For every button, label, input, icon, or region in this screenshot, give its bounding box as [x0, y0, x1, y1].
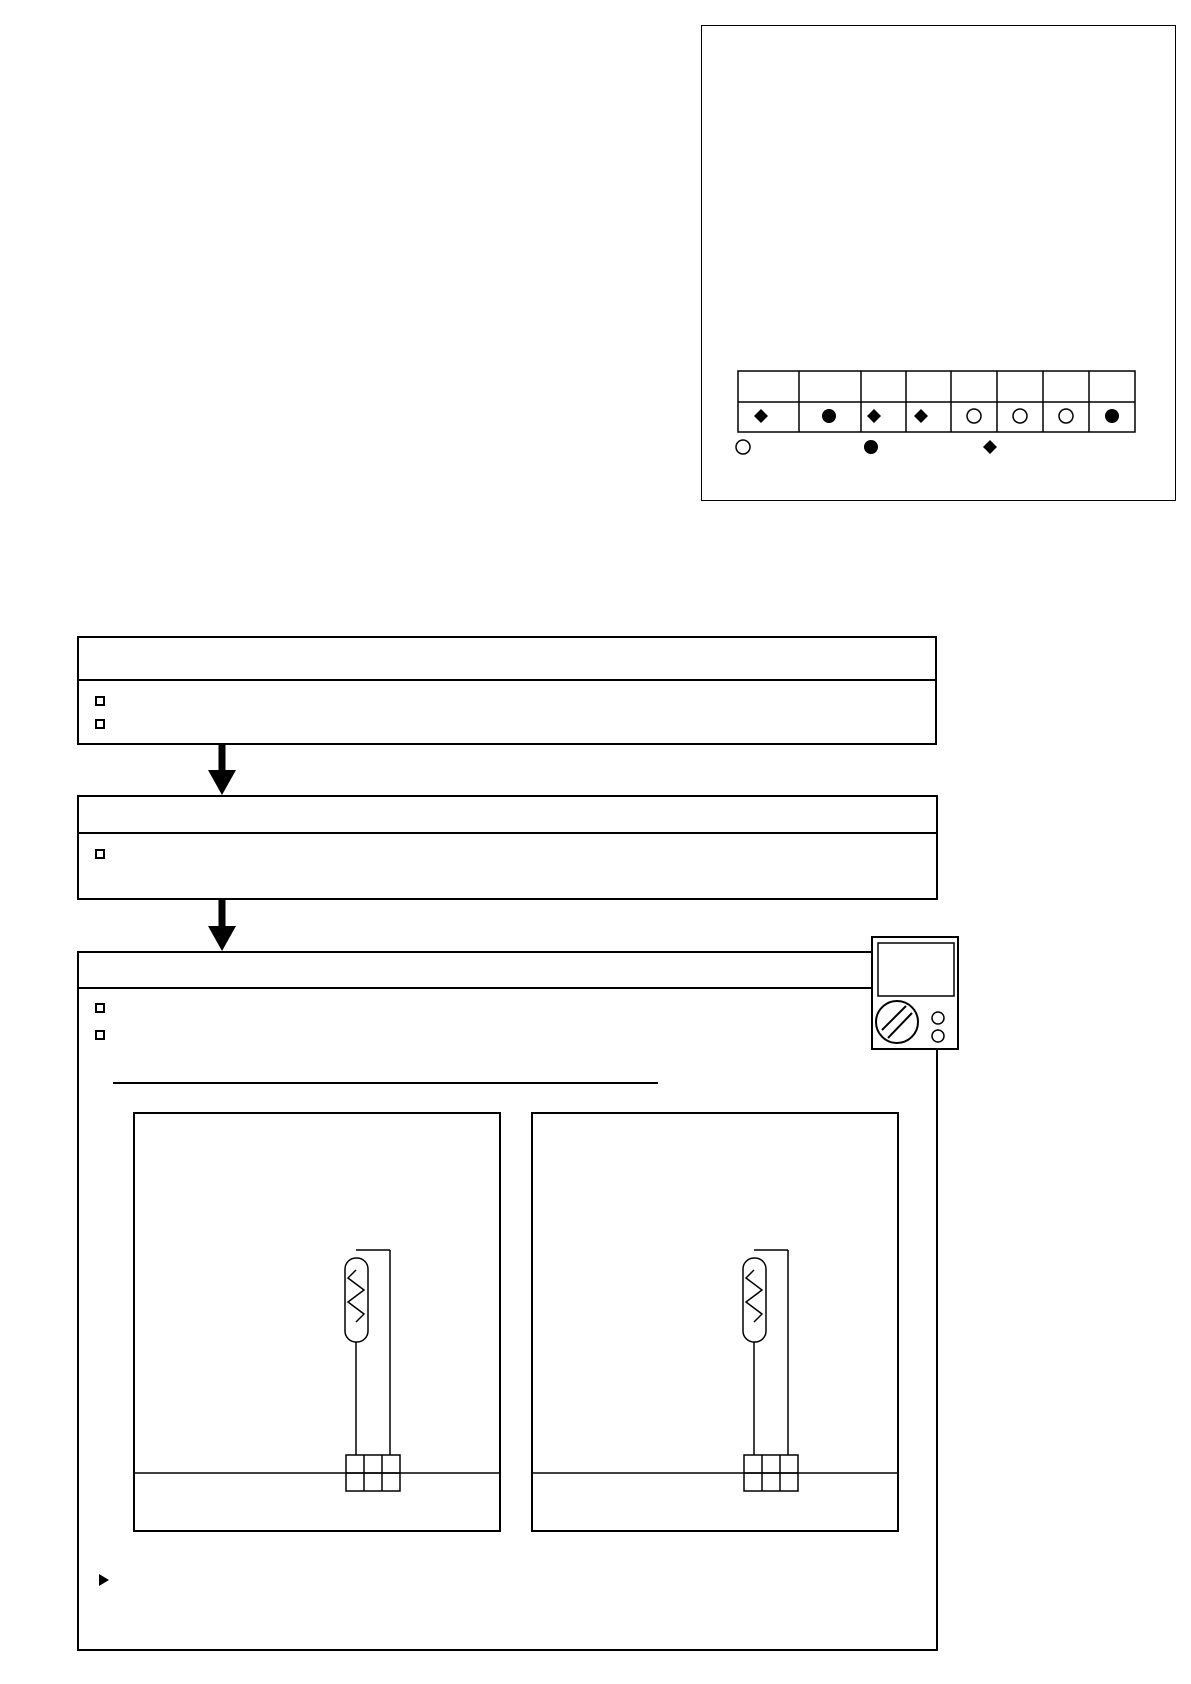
triangle-bullet-icon	[99, 1574, 109, 1586]
